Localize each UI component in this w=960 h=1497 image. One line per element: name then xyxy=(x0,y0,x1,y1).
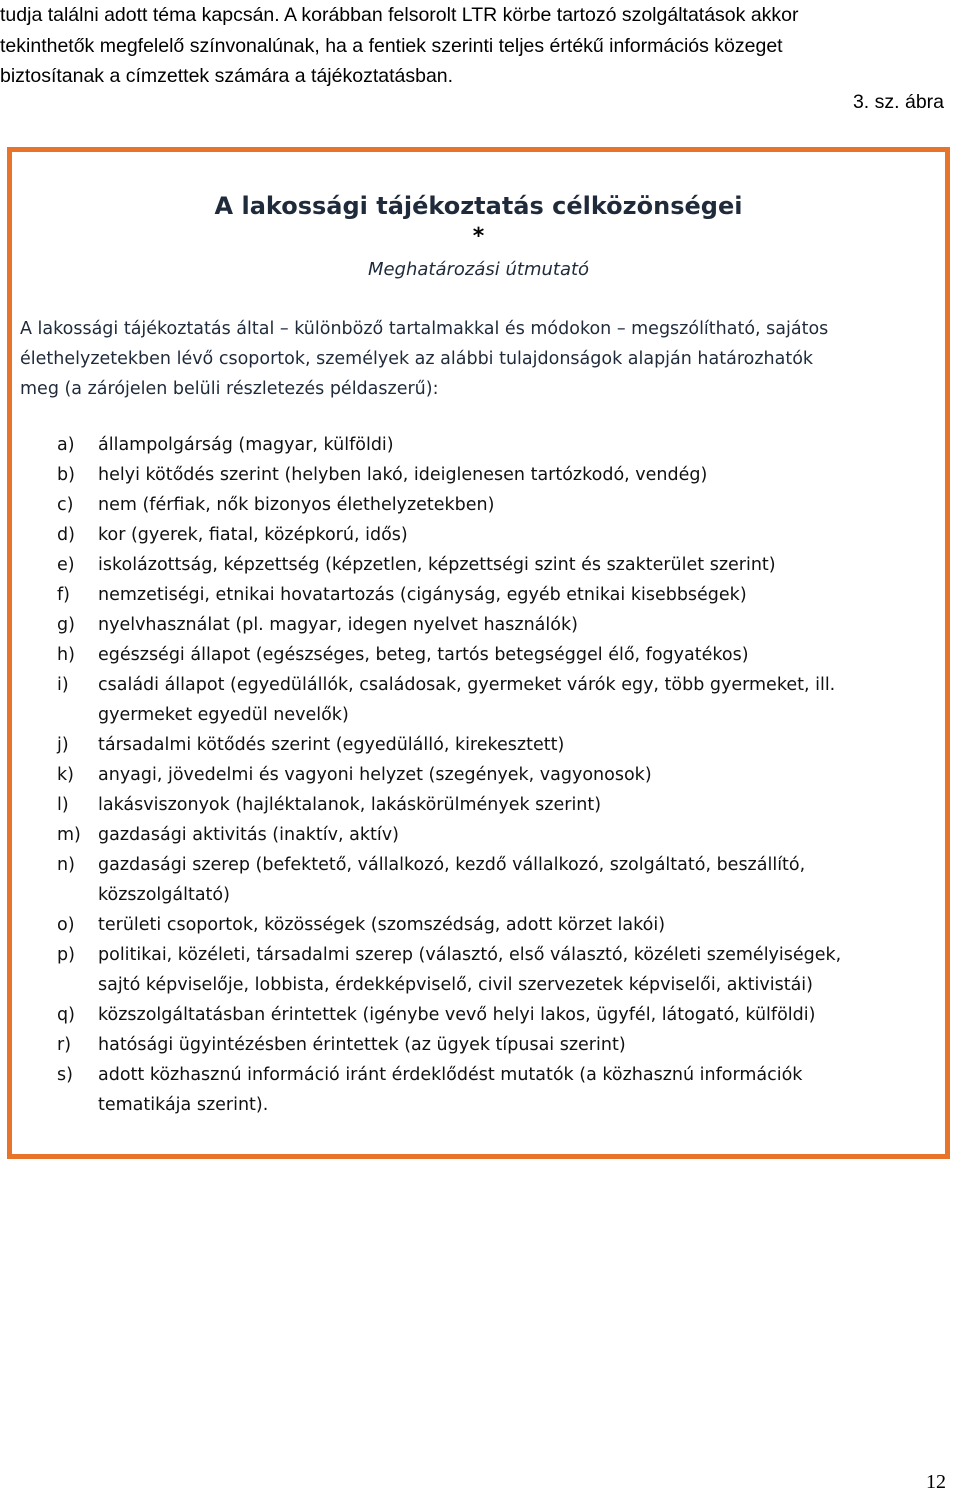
figure-box xyxy=(7,147,950,1159)
intro-line: tekinthetők megfelelő színvonalúnak, ha a fentiek szerinti teljes értékű információs közeget xyxy=(0,34,783,57)
box-title: A lakossági tájékoztatás célközönségei xyxy=(214,192,743,220)
page-number: 12 xyxy=(926,1471,946,1493)
list-item-text: családi állapot (egyedülállók, családosak, gyermeket várók egy, több gyermeket, ill. xyxy=(98,675,836,695)
list-item xyxy=(20,760,945,790)
list-item-letter: n) xyxy=(57,855,75,875)
list-item-letter: f) xyxy=(57,585,70,605)
list-item-letter: d) xyxy=(57,525,75,545)
list-item-letter: o) xyxy=(57,915,75,935)
list-item-text: politikai, közéleti, társadalmi szerep (választó, első választó, közéleti személyiségek, xyxy=(98,945,842,965)
list-item-text: hatósági ügyintézésben érintettek (az ügyek típusai szerint) xyxy=(98,1035,626,1055)
list-item-letter: i) xyxy=(57,675,69,695)
list-item-text: kor (gyerek, fiatal, középkorú, idős) xyxy=(98,525,408,545)
list-item-letter: r) xyxy=(57,1035,72,1055)
list-item xyxy=(20,520,945,550)
list-item xyxy=(20,790,945,820)
list-item-letter: c) xyxy=(57,495,74,515)
list-item-text: állampolgárság (magyar, külföldi) xyxy=(98,435,394,455)
list-item xyxy=(20,460,945,490)
list-item-text: gyermeket egyedül nevelők) xyxy=(98,705,349,725)
list-item xyxy=(20,670,945,730)
list-item-text: nyelvhasználat (pl. magyar, idegen nyelvet használók) xyxy=(98,615,578,635)
list-item-text: társadalmi kötődés szerint (egyedülálló, kirekesztett) xyxy=(98,735,565,755)
list-item-letter: h) xyxy=(57,645,75,665)
intro-line: biztosítanak a címzettek számára a tájékoztatásban. xyxy=(0,65,454,87)
body-line: meg (a zárójelen belüli részletezés példaszerű): xyxy=(20,379,439,399)
list-item-text: közszolgáltató) xyxy=(98,885,230,905)
box-subtitle: Meghatározási útmutató xyxy=(367,259,590,280)
list-item xyxy=(20,850,945,910)
list-item-text: nemzetiségi, etnikai hovatartozás (cigányság, egyéb etnikai kisebbségek) xyxy=(98,585,747,605)
list-item xyxy=(20,910,945,940)
box-intro-text xyxy=(20,314,945,404)
list-item-text: gazdasági aktivitás (inaktív, aktív) xyxy=(98,825,399,845)
list-item-letter: k) xyxy=(57,765,74,785)
criteria-list xyxy=(20,430,945,1120)
list-item-letter: j) xyxy=(57,735,69,755)
list-item xyxy=(20,610,945,640)
body-line: A lakossági tájékoztatás által – különböző tartalmakkal és módokon – megszólítható, sajátos xyxy=(20,319,829,339)
list-item-letter: b) xyxy=(57,465,75,485)
intro-paragraph xyxy=(0,0,960,92)
list-item xyxy=(20,1030,945,1060)
list-item xyxy=(20,430,945,460)
list-item-letter: l) xyxy=(57,795,69,815)
list-item xyxy=(20,550,945,580)
list-item-text: iskolázottság, képzettség (képzetlen, képzettségi szint és szakterület szerint) xyxy=(98,555,776,575)
list-item-text: gazdasági szerep (befektető, vállalkozó, kezdő vállalkozó, szolgáltató, beszállító, xyxy=(98,855,806,875)
body-line: élethelyzetekben lévő csoportok, személyek az alábbi tulajdonságok alapján határozhatók xyxy=(20,349,814,369)
list-item-letter: a) xyxy=(57,435,75,455)
list-item-letter: s) xyxy=(57,1065,73,1085)
list-item-letter: q) xyxy=(57,1005,75,1025)
list-item-letter: m) xyxy=(57,825,81,845)
list-item xyxy=(20,820,945,850)
list-item-text: helyi kötődés szerint (helyben lakó, ideiglenesen tartózkodó, vendég) xyxy=(98,465,708,485)
list-item xyxy=(20,730,945,760)
list-item xyxy=(20,1060,945,1120)
figure-label: 3. sz. ábra xyxy=(852,91,944,113)
list-item xyxy=(20,640,945,670)
list-item-text: lakásviszonyok (hajléktalanok, lakáskörülmények szerint) xyxy=(98,795,602,815)
list-item-text: nem (férfiak, nők bizonyos élethelyzetekben) xyxy=(98,495,495,515)
list-item-text: területi csoportok, közösségek (szomszédság, adott körzet lakói) xyxy=(98,915,666,935)
intro-line: tudja találni adott téma kapcsán. A korábban felsorolt LTR körbe tartozó szolgáltatások akkor xyxy=(0,4,799,26)
list-item-text: adott közhasznú információ iránt érdeklődést mutatók (a közhasznú információk xyxy=(98,1065,803,1085)
list-item xyxy=(20,1000,945,1030)
list-item-text: egészségi állapot (egészséges, beteg, tartós betegséggel élő, fogyatékos) xyxy=(98,645,749,665)
list-item-text: sajtó képviselője, lobbista, érdekképviselő, civil szervezetek képviselői, aktivistái) xyxy=(98,975,813,995)
list-item xyxy=(20,580,945,610)
list-item-letter: p) xyxy=(57,945,75,965)
list-item-letter: g) xyxy=(57,615,75,635)
list-item-letter: e) xyxy=(57,555,75,575)
list-item-text: tematikája szerint). xyxy=(98,1095,269,1115)
title-separator-star: * xyxy=(472,224,485,249)
list-item-text: közszolgáltatásban érintettek (igénybe vevő helyi lakos, ügyfél, látogató, külföldi) xyxy=(98,1005,816,1025)
list-item xyxy=(20,490,945,520)
list-item-text: anyagi, jövedelmi és vagyoni helyzet (szegények, vagyonosok) xyxy=(98,765,652,785)
list-item xyxy=(20,940,945,1000)
